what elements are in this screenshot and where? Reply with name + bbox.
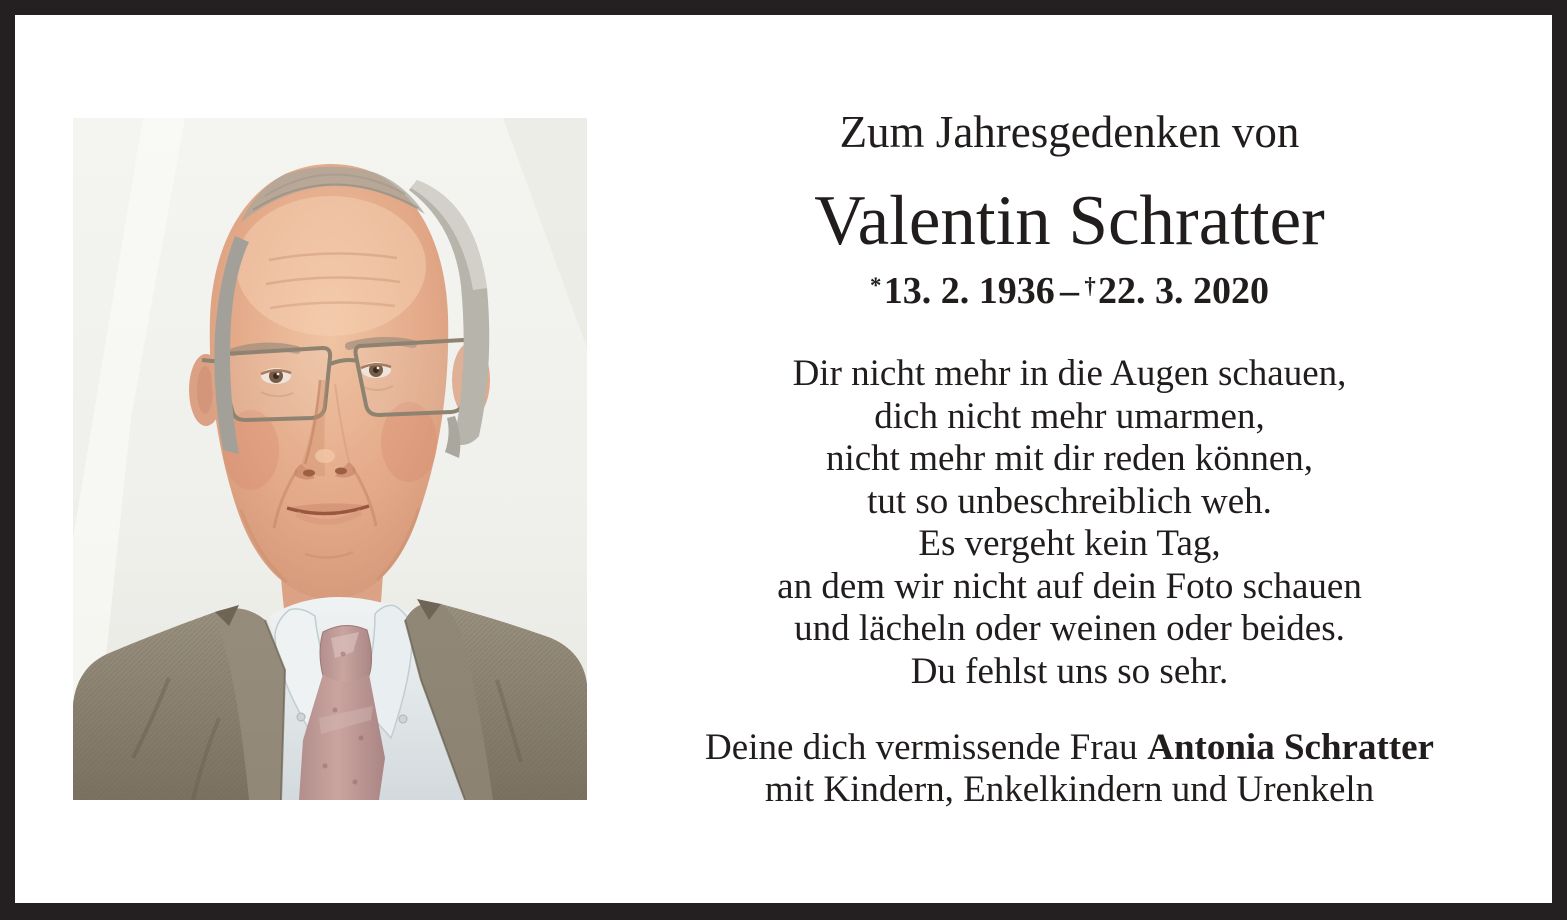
death-cross-icon: † xyxy=(1084,272,1096,298)
life-dates xyxy=(587,269,1552,315)
memorial-poem xyxy=(587,353,1552,693)
dedication-prefix: Deine dich vermissende Frau xyxy=(705,727,1138,768)
dedication-line xyxy=(587,727,1552,769)
dates-separator: – xyxy=(1060,270,1079,312)
poem-line: tut so unbeschreiblich weh. xyxy=(867,480,1272,522)
poem-line: Es vergeht kein Tag, xyxy=(918,523,1221,564)
poem-line: nicht mehr mit dir reden können, xyxy=(825,438,1314,479)
poem-line: Du fehlst uns so sehr. xyxy=(910,650,1229,692)
closing-dedication xyxy=(587,727,1552,811)
poem-line: an dem wir nicht auf dein Foto schauen xyxy=(777,565,1362,607)
deceased-name: Valentin Schratter xyxy=(814,182,1325,260)
family-line: mit Kindern, Enkelkindern und Urenkeln xyxy=(764,769,1375,810)
birth-star-icon: * xyxy=(870,272,882,298)
poem-line: Dir nicht mehr in die Augen schauen, xyxy=(792,353,1347,394)
poem-line: dich nicht mehr umarmen, xyxy=(874,395,1265,437)
poem-line: und lächeln oder weinen oder beides. xyxy=(794,608,1345,649)
memorial-text-column xyxy=(587,15,1552,903)
birth-date: 13. 2. 1936 xyxy=(883,270,1055,312)
portrait-illustration xyxy=(73,118,587,800)
memorial-card xyxy=(15,15,1552,903)
occasion-line: Zum Jahresgedenken von xyxy=(839,107,1300,157)
death-date: 22. 3. 2020 xyxy=(1097,270,1269,312)
portrait-photo xyxy=(73,118,587,800)
dedication-name: Antonia Schratter xyxy=(1147,727,1434,768)
